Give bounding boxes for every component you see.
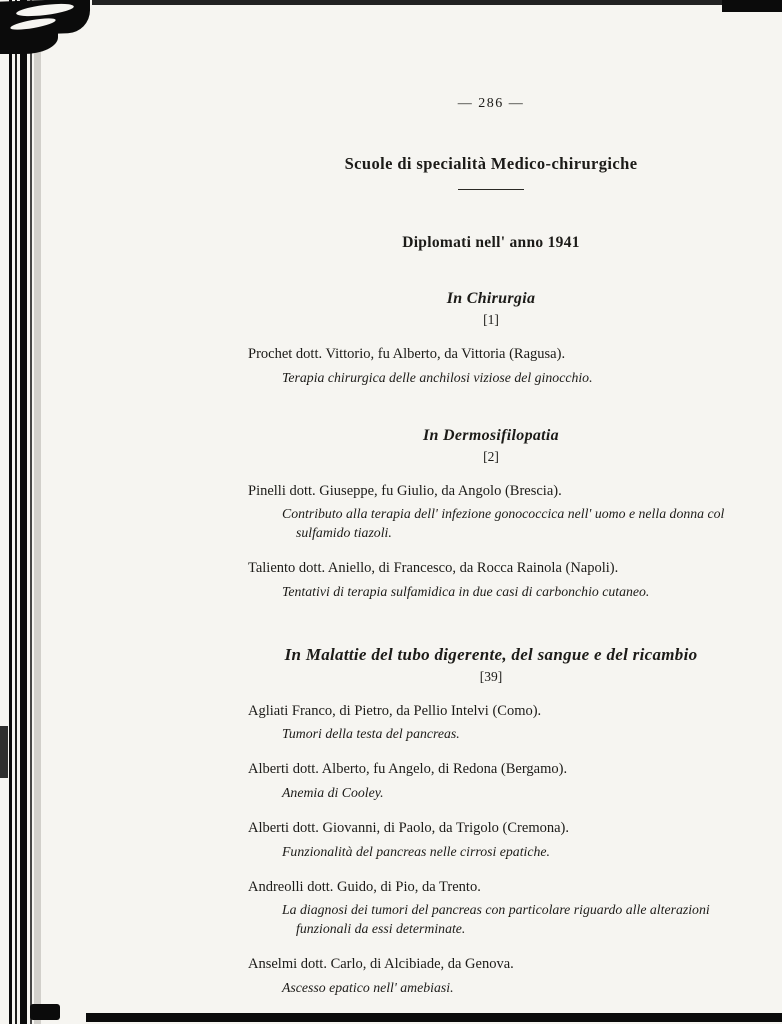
scan-bottom-smudge	[30, 1004, 60, 1020]
scan-edge-mark	[0, 726, 8, 778]
entry-name: Andreolli dott. Guido, di Pio, da Trento.	[248, 878, 481, 895]
entry-thesis: La diagnosi dei tumori del pancreas con particolare riguardo alle alterazioni funzionali da essi determinate.	[282, 902, 710, 937]
section-count: [2]	[483, 448, 499, 464]
entry-name: Anselmi dott. Carlo, di Alcibiade, da Genova.	[248, 956, 514, 973]
scan-top-edge	[722, 0, 782, 12]
entry-thesis: Contributo alla terapia dell' infezione gonococcica nell' uomo e nella donna col sulfamido tiazoli.	[282, 506, 725, 541]
section-chirurgia	[248, 290, 734, 387]
entry-thesis: Funzionalità del pancreas nelle cirrosi epatiche.	[282, 843, 550, 859]
document-title: Scuole di specialità Medico-chirurgiche	[344, 154, 638, 173]
graduate-entry	[248, 955, 734, 997]
entry-thesis: Ascesso epatico nell' amebiasi.	[282, 979, 454, 995]
section-heading: In Chirurgia	[446, 290, 536, 307]
graduate-entry	[248, 482, 734, 543]
graduate-entry	[248, 878, 734, 939]
scan-spine-line	[9, 0, 12, 1024]
section-heading: In Dermosifilopatia	[423, 426, 559, 444]
section-count: [1]	[483, 312, 499, 327]
entry-name: Taliento dott. Aniello, di Francesco, da Rocca Rainola (Napoli).	[248, 560, 619, 577]
document-subtitle: Diplomati nell' anno 1941	[402, 234, 580, 251]
scan-spine-line	[15, 0, 17, 1024]
scan-top-edge	[92, 0, 782, 5]
page-content	[248, 96, 734, 997]
scan-spine-line	[20, 0, 27, 1024]
entry-name: Agliati Franco, di Pietro, da Pellio Intelvi (Como).	[248, 702, 542, 719]
graduate-entry	[248, 819, 734, 861]
title-divider	[458, 189, 524, 190]
section-heading: In Malattie del tubo digerente, del sangue e del ricambio	[284, 644, 698, 664]
entry-thesis: Terapia chirurgica delle anchilosi viziose del ginocchio.	[282, 369, 593, 385]
scan-corner-smudge	[0, 26, 58, 54]
graduate-entry	[248, 559, 734, 601]
scan-spine-line	[30, 0, 32, 1024]
entry-thesis: Tumori della testa del pancreas.	[282, 726, 460, 742]
section-malattie-tubo-digerente	[248, 645, 734, 997]
entry-name: Prochet dott. Vittorio, fu Alberto, da Vittoria (Ragusa).	[248, 346, 566, 362]
page-number: — 286 —	[457, 96, 525, 111]
entry-name: Alberti dott. Giovanni, di Paolo, da Trigolo (Cremona).	[248, 820, 569, 836]
entry-name: Pinelli dott. Giuseppe, fu Giulio, da Angolo (Brescia).	[248, 482, 562, 499]
scan-spine-shadow	[34, 0, 41, 1024]
graduate-entry	[248, 760, 734, 802]
scan-bottom-edge	[86, 1013, 782, 1022]
graduate-entry	[248, 702, 734, 744]
entry-name: Alberti dott. Alberto, fu Angelo, di Redona (Bergamo).	[248, 761, 568, 778]
graduate-entry	[248, 345, 734, 387]
entry-thesis: Tentativi di terapia sulfamidica in due casi di carbonchio cutaneo.	[282, 583, 650, 599]
section-count: [39]	[479, 668, 503, 684]
section-dermosifilopatia	[248, 427, 734, 601]
entry-thesis: Anemia di Cooley.	[282, 784, 384, 800]
